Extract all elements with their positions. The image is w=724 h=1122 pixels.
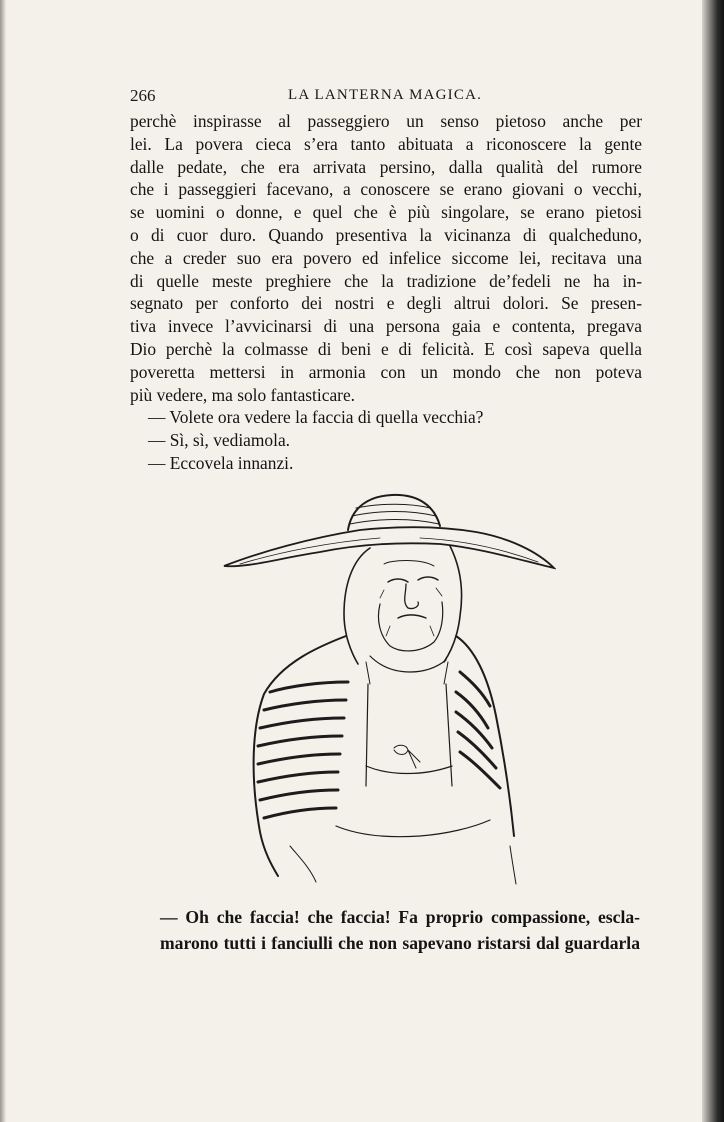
body-text [130,110,642,475]
text-line: lei. La povera cieca s’era tanto abituata a riconoscere la gente [130,133,642,154]
text-line: perchè inspirasse al passeggiero un senso pietoso anche per [130,111,642,131]
text-line: dalle pedate, che era arrivata persino, dalla qualità del rumore [130,156,642,177]
text-line: segnato per conforto dei nostri e degli altrui dolori. Se presen- [130,293,642,314]
text-line: o di cuor duro. Quando presentiva la vicinanza di qualcheduno, [130,224,642,245]
text-line: poveretta mettersi in armonia con un mondo che non poteva [130,361,642,382]
dialogue-line: — Volete ora vedere la faccia di quella vecchia? [148,407,484,428]
caption-line: marono tutti i fanciulli che non sapevano ristarsi dal guardarla [160,933,640,953]
dialogue-line: — Eccovela innanzi. [148,452,294,473]
text-line: Dio perchè la colmasse di beni e di felicità. E così sapeva quella [130,338,642,359]
text-line: tiva invece l’avvicinarsi di una persona gaia e contenta, pregava [130,316,642,337]
text-line: più vedere, ma solo fantasticare. [130,384,356,405]
page-header [130,86,640,110]
text-line: se uomini o donne, e quel che è più singolare, se erano pietosi [130,202,642,223]
text-line: che a creder suo era povero ed infelice siccome lei, recitava una [130,247,642,268]
dialogue-line: — Sì, sì, vediamola. [148,430,291,451]
caption [160,904,640,956]
caption-line: — Oh che faccia! che faccia! Fa proprio compassione, escla- [160,907,640,927]
running-title: LA LANTERNA MAGICA. [288,87,483,103]
text-line: che i passeggieri facevano, a conoscere se erano giovani o vecchi, [130,179,642,200]
page-number: 266 [130,86,156,105]
text-line: di quelle meste preghiere che la tradizione de’fedeli ne ha in- [130,270,642,291]
old-woman-illustration [220,486,556,886]
